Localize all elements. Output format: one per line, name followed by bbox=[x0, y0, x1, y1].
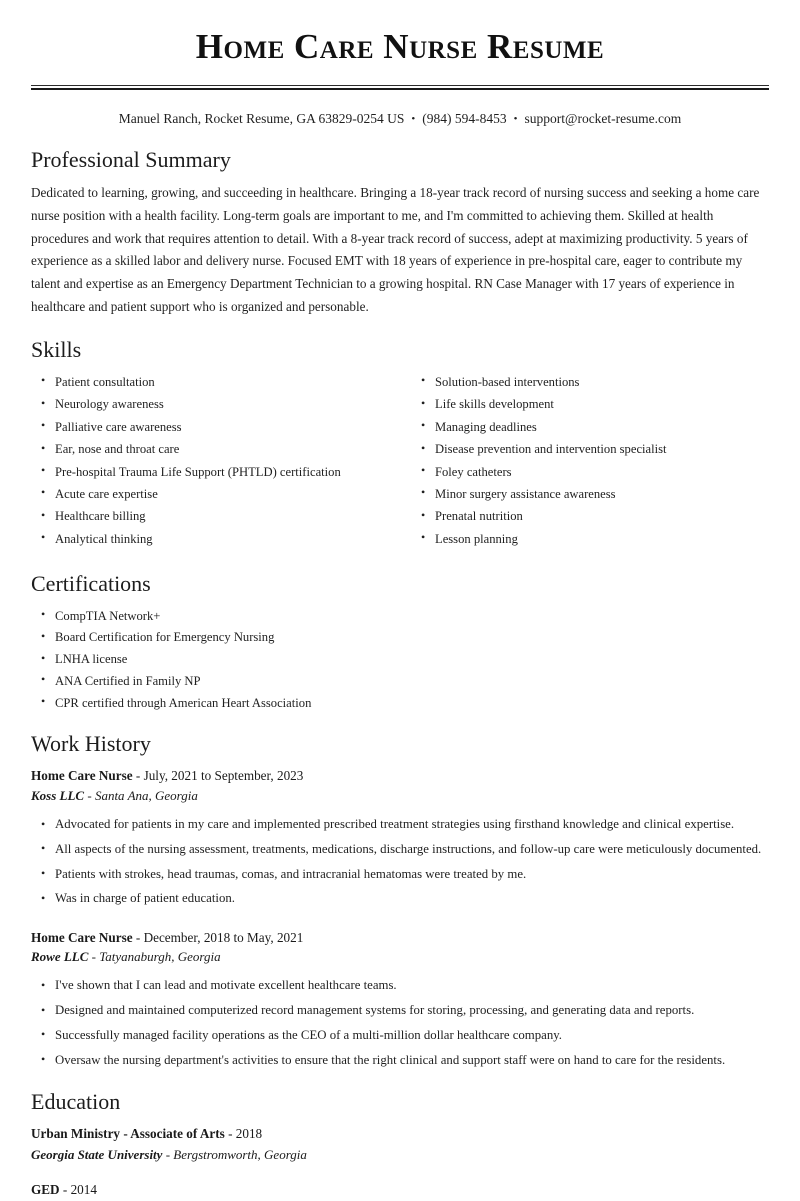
list-item: • Foley catheters bbox=[411, 463, 769, 481]
section-certifications bbox=[31, 571, 769, 712]
work-history-entry bbox=[31, 766, 769, 908]
job-company: Koss LLC bbox=[31, 788, 85, 804]
divider-line-bottom bbox=[31, 88, 769, 90]
job-location: Tatyanaburgh, Georgia bbox=[99, 949, 221, 965]
list-item: • LNHA license bbox=[31, 650, 769, 668]
section-professional-summary bbox=[31, 147, 769, 319]
skills-list-left bbox=[31, 373, 400, 548]
list-item: • Patient consultation bbox=[31, 373, 400, 391]
education-school-dash: - bbox=[162, 1146, 174, 1162]
contact-separator-1: • bbox=[411, 113, 416, 126]
contact-separator-2: • bbox=[513, 113, 518, 126]
header-divider bbox=[31, 85, 769, 90]
job-dates: December, 2018 to May, 2021 bbox=[143, 929, 304, 945]
contact-email: support@rocket-resume.com bbox=[524, 111, 682, 127]
list-item: • Managing deadlines bbox=[411, 418, 769, 436]
work-history-entry bbox=[31, 928, 769, 1070]
skills-column-left bbox=[31, 373, 400, 553]
education-location: Bergstromworth, Georgia bbox=[173, 1146, 307, 1162]
job-dash: - bbox=[132, 929, 144, 945]
list-item: • ANA Certified in Family NP bbox=[31, 672, 769, 690]
education-dash: - bbox=[224, 1126, 236, 1142]
list-item: • Healthcare billing bbox=[31, 507, 400, 525]
list-item: • Patients with strokes, head traumas, comas, and intracranial hematomas were treated by me. bbox=[31, 865, 769, 884]
job-dash: - bbox=[132, 768, 144, 784]
list-item: • Solution-based interventions bbox=[411, 373, 769, 391]
contact-address: Manuel Ranch, Rocket Resume, GA 63829-0254 US bbox=[118, 111, 405, 127]
list-item: • CompTIA Network+ bbox=[31, 607, 769, 625]
section-heading-education: Education bbox=[31, 1088, 121, 1114]
education-year: 2018 bbox=[235, 1126, 263, 1142]
job-company-line bbox=[31, 947, 769, 967]
section-education bbox=[31, 1089, 769, 1201]
list-item: • Prenatal nutrition bbox=[411, 507, 769, 525]
education-school: Georgia State University bbox=[31, 1146, 163, 1162]
list-item: • Palliative care awareness bbox=[31, 418, 400, 436]
list-item: • Designed and maintained computerized record management systems for storing, processing, and generating data and reports. bbox=[31, 1001, 769, 1020]
contact-info bbox=[31, 110, 769, 128]
job-bullet-list bbox=[31, 815, 769, 908]
list-item: • Oversaw the nursing department's activities to ensure that the right clinical and support staff were on hand to care for the residents. bbox=[31, 1051, 769, 1070]
education-school-line bbox=[31, 1145, 769, 1166]
job-dates: July, 2021 to September, 2023 bbox=[143, 768, 304, 784]
education-degree-line bbox=[31, 1124, 769, 1144]
job-company-line bbox=[31, 786, 769, 806]
section-heading-skills: Skills bbox=[31, 337, 82, 363]
list-item: • All aspects of the nursing assessment, treatments, medications, discharge instructions, and follow-up care were meticulously documented. bbox=[31, 840, 769, 859]
list-item: • Successfully managed facility operations as the CEO of a multi-million dollar healthcare company. bbox=[31, 1026, 769, 1045]
list-item: • Neurology awareness bbox=[31, 395, 400, 413]
job-bullet-list bbox=[31, 976, 769, 1069]
summary-paragraph: Dedicated to learning, growing, and succeeding in healthcare. Bringing a 18-year track record of nursing success and seeking a home care nurse position with a health facility. Long-term goals are important to me, and I'm committed to achieving them. Skilled at health procedures and work that requires attention to detail. With a 8-year track record of success, adept at maximizing productivity. 5 years of experience as a skilled labor and delivery nurse. Focused EMT with 18 years of experience in pre-hospital care, eager to contribute my talent and expertise as an Emergency Department Technician to a growing hospital. RN Case Manager with 17 years of experience in healthcare and patient support who is organized and personable. bbox=[31, 185, 760, 314]
section-work-history bbox=[31, 731, 769, 1070]
job-title-line bbox=[31, 928, 769, 948]
section-heading-certifications: Certifications bbox=[31, 571, 151, 597]
job-title: Home Care Nurse bbox=[31, 929, 133, 945]
education-degree-line bbox=[31, 1180, 769, 1200]
section-heading-work-history: Work History bbox=[31, 730, 151, 756]
skills-columns bbox=[31, 373, 769, 553]
list-item: • Analytical thinking bbox=[31, 530, 400, 548]
list-item: • Ear, nose and throat care bbox=[31, 440, 400, 458]
list-item: • Disease prevention and intervention specialist bbox=[411, 440, 769, 458]
list-item: • I've shown that I can lead and motivate excellent healthcare teams. bbox=[31, 976, 769, 995]
education-entry bbox=[31, 1180, 769, 1200]
list-item: • Minor surgery assistance awareness bbox=[411, 485, 769, 503]
section-skills bbox=[31, 337, 769, 552]
education-year: 2014 bbox=[70, 1182, 97, 1198]
section-heading-summary: Professional Summary bbox=[31, 146, 231, 172]
list-item: • Board Certification for Emergency Nursing bbox=[31, 628, 769, 646]
list-item: • Was in charge of patient education. bbox=[31, 889, 769, 908]
resume-content bbox=[31, 0, 769, 1201]
list-item: • Lesson planning bbox=[411, 530, 769, 548]
page-title: Home Care Nurse Resume bbox=[195, 27, 605, 66]
job-company: Rowe LLC bbox=[31, 949, 89, 965]
job-title-line bbox=[31, 766, 769, 786]
education-entry bbox=[31, 1124, 769, 1165]
job-company-dash: - bbox=[84, 788, 95, 804]
list-item: • Advocated for patients in my care and implemented prescribed treatment strategies using firsthand knowledge and clinical expertise. bbox=[31, 815, 769, 834]
certifications-list bbox=[31, 607, 769, 712]
list-item: • Pre-hospital Trauma Life Support (PHTLD) certification bbox=[31, 463, 400, 481]
education-dash: - bbox=[59, 1182, 71, 1198]
skills-list-right bbox=[411, 373, 769, 548]
list-item: • CPR certified through American Heart Association bbox=[31, 694, 769, 712]
job-location: Santa Ana, Georgia bbox=[94, 788, 198, 804]
list-item: • Life skills development bbox=[411, 395, 769, 413]
list-item: • Acute care expertise bbox=[31, 485, 400, 503]
skills-column-right bbox=[400, 373, 769, 553]
job-title: Home Care Nurse bbox=[31, 768, 133, 784]
contact-phone: (984) 594-8453 bbox=[422, 111, 507, 127]
job-company-dash: - bbox=[88, 949, 100, 965]
education-degree: Urban Ministry - Associate of Arts bbox=[31, 1126, 225, 1142]
education-degree: GED bbox=[31, 1182, 60, 1198]
